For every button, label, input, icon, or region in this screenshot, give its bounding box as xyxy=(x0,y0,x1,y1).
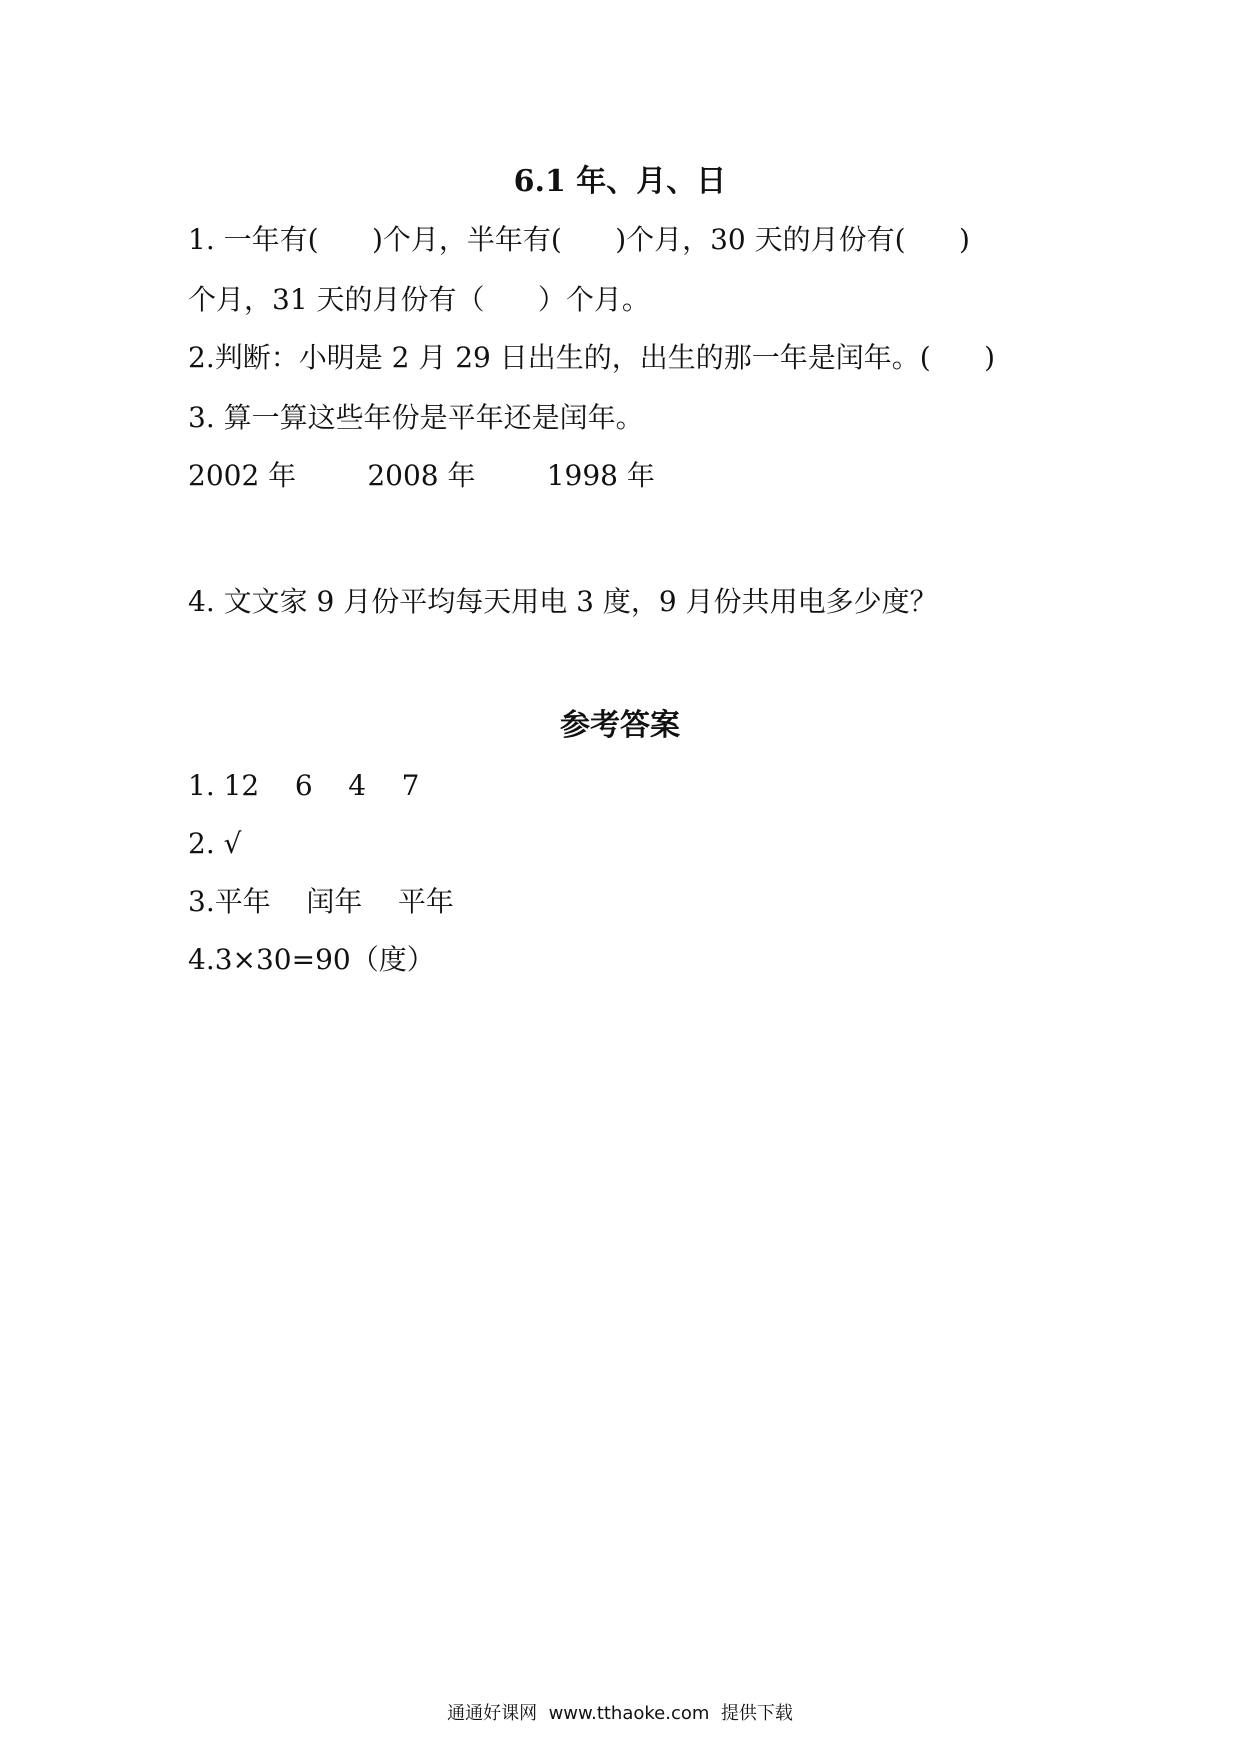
exercise-title: 6.1 年、月、日 xyxy=(513,164,727,199)
question-1-line-1: 1. 一年有( )个月，半年有( )个月，30 天的月份有( ) xyxy=(188,223,970,256)
answers-title: 参考答案 xyxy=(560,708,680,743)
answer-2: 2. √ xyxy=(188,827,242,860)
answer-3: 3.平年 闰年 平年 xyxy=(188,885,454,918)
question-1-line-2: 个月，31 天的月份有（ ）个月。 xyxy=(188,283,650,316)
question-2: 2.判断：小明是 2 月 29 日出生的，出生的那一年是闰年。( ) xyxy=(188,341,996,374)
answer-1: 1. 12 6 4 7 xyxy=(188,769,420,802)
question-4: 4. 文文家 9 月份平均每天用电 3 度，9 月份共用电多少度？ xyxy=(188,585,938,618)
footer-credit: 通通好课网 www.tthaoke.com 提供下载 xyxy=(447,1703,793,1724)
question-3-years: 2002 年 2008 年 1998 年 xyxy=(188,459,655,492)
question-3: 3. 算一算这些年份是平年还是闰年。 xyxy=(188,401,644,434)
answer-4: 4.3×30=90（度） xyxy=(188,943,435,976)
